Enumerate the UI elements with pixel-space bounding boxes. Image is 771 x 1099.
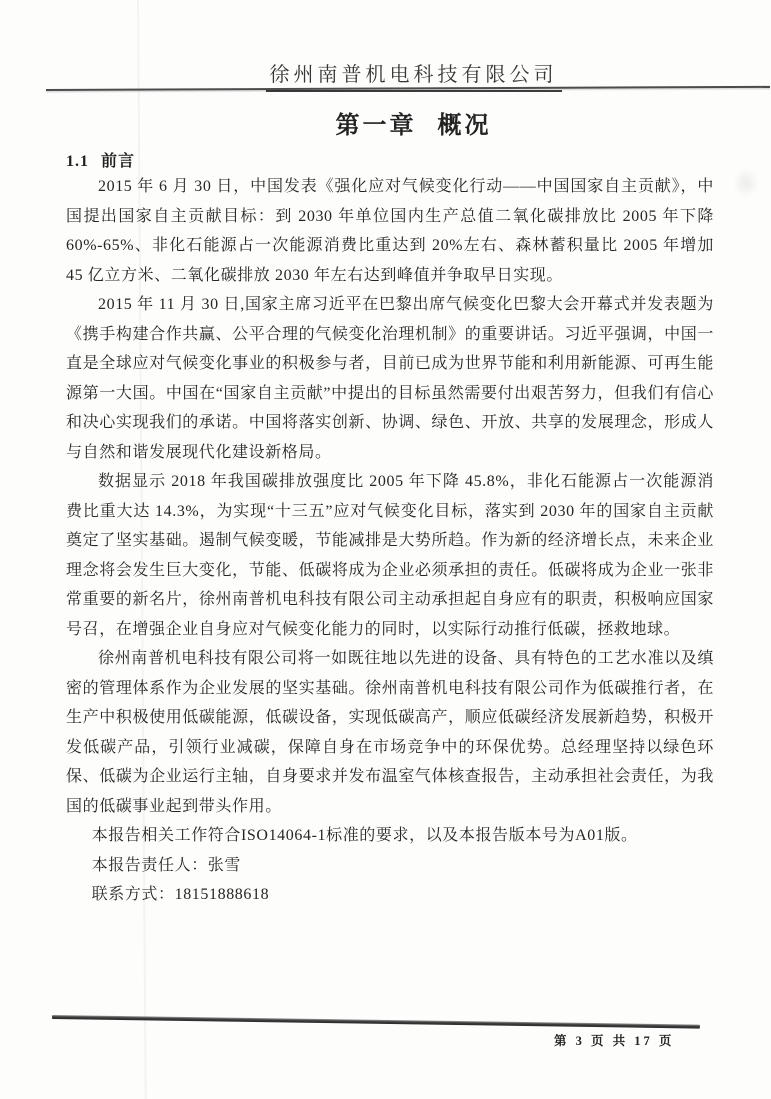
contact-statement: 联系方式：18151888618 [91, 886, 270, 903]
report-owner-statement: 本报告责任人：张雪 [91, 856, 241, 874]
company-name-header: 徐州南普机电科技有限公司 [266, 58, 562, 92]
section-number: 1.1 [66, 153, 89, 170]
section-title: 前言 [101, 153, 136, 170]
paragraph-company-commitment: 徐州南普机电科技有限公司将一如既往地以先进的设备、具有特色的工艺水准以及缜密的管理体系作为企业发展的坚实基础。徐州南普机电科技有限公司作为低碳推行者，在生产中积极使用低碳能源，低碳设备，实现低碳高产，顺应低碳经济发展新趋势，积极开发低碳产品，引领行业减碳，保障自身在市场竞争中的环保优势。总经理坚持以绿色环保、低碳为企业运行主轴，自身要求并发布温室气体核查报告，主动承担社会责任，为我国的低碳事业起到带头作用。 [66, 650, 714, 815]
paragraph-intro-ndc: 2015 年 6 月 30 日，中国发表《强化应对气候变化行动——中国国家自主贡献》，中国提出国家自主贡献目标：到 2030 年单位国内生产总值二氧化碳排放比 2005 年下降 60%-65%、非化石能源占一次能源消费比重达到 20%左右、森林蓄积量比 2005 年增加 45 亿立方米、二氧化碳排放 2030 年左右达到峰值并争取早日实现。 [66, 178, 714, 284]
body-text-block [66, 172, 714, 910]
scan-artifact-smudge [733, 168, 759, 198]
footer-divider-rule [52, 1015, 700, 1029]
paragraph-carbon-data: 数据显示 2018 年我国碳排放强度比 2005 年下降 45.8%，非化石能源占一次能源消费比重大达 14.3%，为实现“十三五”应对气候变化目标，落实到 2030 年的国家自主贡献奠定了坚实基础。遏制气候变暖，节能减排是大势所趋。作为新的经济增长点，未来企业理念将会发生巨大变化，节能、低碳将成为企业必须承担的责任。低碳将成为企业一张非常重要的新名片，徐州南普机电科技有限公司主动承担起自身应有的职责，积极响应国家号召，在增强企业自身应对气候变化能力的同时，以实际行动推行低碳，拯救地球。 [66, 473, 714, 638]
chapter-title: 第一章 概况 [335, 113, 492, 139]
paragraph-paris-speech: 2015 年 11 月 30 日,国家主席习近平在巴黎出席气候变化巴黎大会开幕式并发表题为《携手构建合作共赢、公平合理的气候变化治理机制》的重要讲话。习近平强调，中国一直是全球应对气候变化事业的积极参与者，目前已成为世界节能和利用新能源、可再生能源第一大国。中国在“国家自主贡献”中提出的目标虽然需要付出艰苦努力，但我们有信心和决心实现我们的承诺。中国将落实创新、协调、绿色、开放、共享的发展理念，形成人与自然和谐发展现代化建设新格局。 [66, 296, 714, 461]
report-standard-statement: 本报告相关工作符合ISO14064-1标准的要求，以及本报告版本号为A01版。 [91, 827, 638, 844]
page-number-indicator: 第 3 页 共 17 页 [554, 1034, 675, 1048]
section-heading [66, 148, 135, 171]
